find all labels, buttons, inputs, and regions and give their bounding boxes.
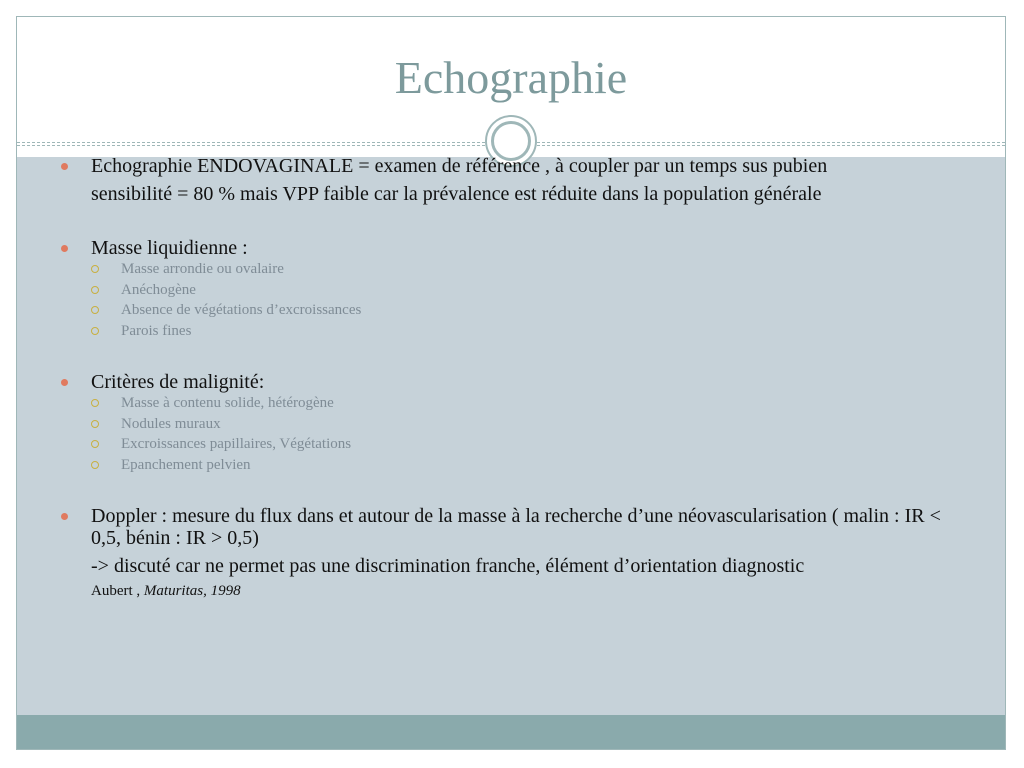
sub-bullet-text: Epanchement pelvien <box>121 456 251 473</box>
reference-journal: Maturitas, 1998 <box>143 583 241 599</box>
ring-bullet-icon <box>91 420 99 428</box>
slide-title: Echographie <box>394 52 628 103</box>
sub-bullet-text: Nodules muraux <box>121 415 221 432</box>
slide-body <box>57 155 957 601</box>
bullet-dot-icon <box>61 379 68 386</box>
sub-bullet-item <box>57 259 957 280</box>
sub-bullet-item <box>57 455 957 476</box>
sub-bullet-item <box>57 414 957 435</box>
bullet-dot-icon <box>61 163 68 170</box>
bullet-continuation: -> discuté car ne permet pas une discrimination franche, élément d’orientation diagnostic <box>91 555 805 577</box>
ring-bullet-icon <box>91 306 99 314</box>
ring-bullet-icon <box>91 286 99 294</box>
bullet-dot-icon <box>61 513 68 520</box>
reference-citation <box>57 581 957 601</box>
ring-bullet-icon <box>91 327 99 335</box>
ring-bullet-icon <box>91 461 99 469</box>
bullet-text: Echographie ENDOVAGINALE = examen de référence , à coupler par un temps sus pubien <box>91 155 828 177</box>
bullet-item <box>57 505 957 549</box>
sub-bullet-item <box>57 393 957 414</box>
sub-bullet-item <box>57 280 957 301</box>
footer-bar <box>17 715 1005 749</box>
ring-bullet-icon <box>91 399 99 407</box>
sub-bullet-text: Masse arrondie ou ovalaire <box>121 261 284 277</box>
sub-bullet-item <box>57 300 957 321</box>
sub-bullet-item <box>57 434 957 455</box>
sub-bullet-text: Excroissances papillaires, Végétations <box>121 436 352 452</box>
slide <box>16 16 1006 750</box>
bullet-item <box>57 155 957 177</box>
ring-bullet-icon <box>91 440 99 448</box>
sub-bullet-text: Masse à contenu solide, hétérogène <box>121 395 334 411</box>
ring-bullet-icon <box>91 265 99 273</box>
bullet-item <box>57 371 957 393</box>
bullet-item <box>57 237 957 259</box>
reference-author: Aubert , <box>91 583 144 599</box>
sub-bullet-text: Anéchogène <box>121 281 196 298</box>
bullet-text: Masse liquidienne : <box>91 237 248 259</box>
sub-bullet-text: Parois fines <box>121 322 192 339</box>
bullet-continuation: sensibilité = 80 % mais VPP faible car la prévalence est réduite dans la population générale <box>91 183 822 205</box>
sub-bullet-item <box>57 321 957 342</box>
bullet-text: Critères de malignité: <box>91 371 265 393</box>
sub-bullet-text: Absence de végétations d’excroissances <box>121 302 362 318</box>
bullet-dot-icon <box>61 245 68 252</box>
bullet-text: Doppler : mesure du flux dans et autour de la masse à la recherche d’une néovascularisation ( malin : IR < 0,5, bénin : IR > 0,5) <box>91 505 941 549</box>
